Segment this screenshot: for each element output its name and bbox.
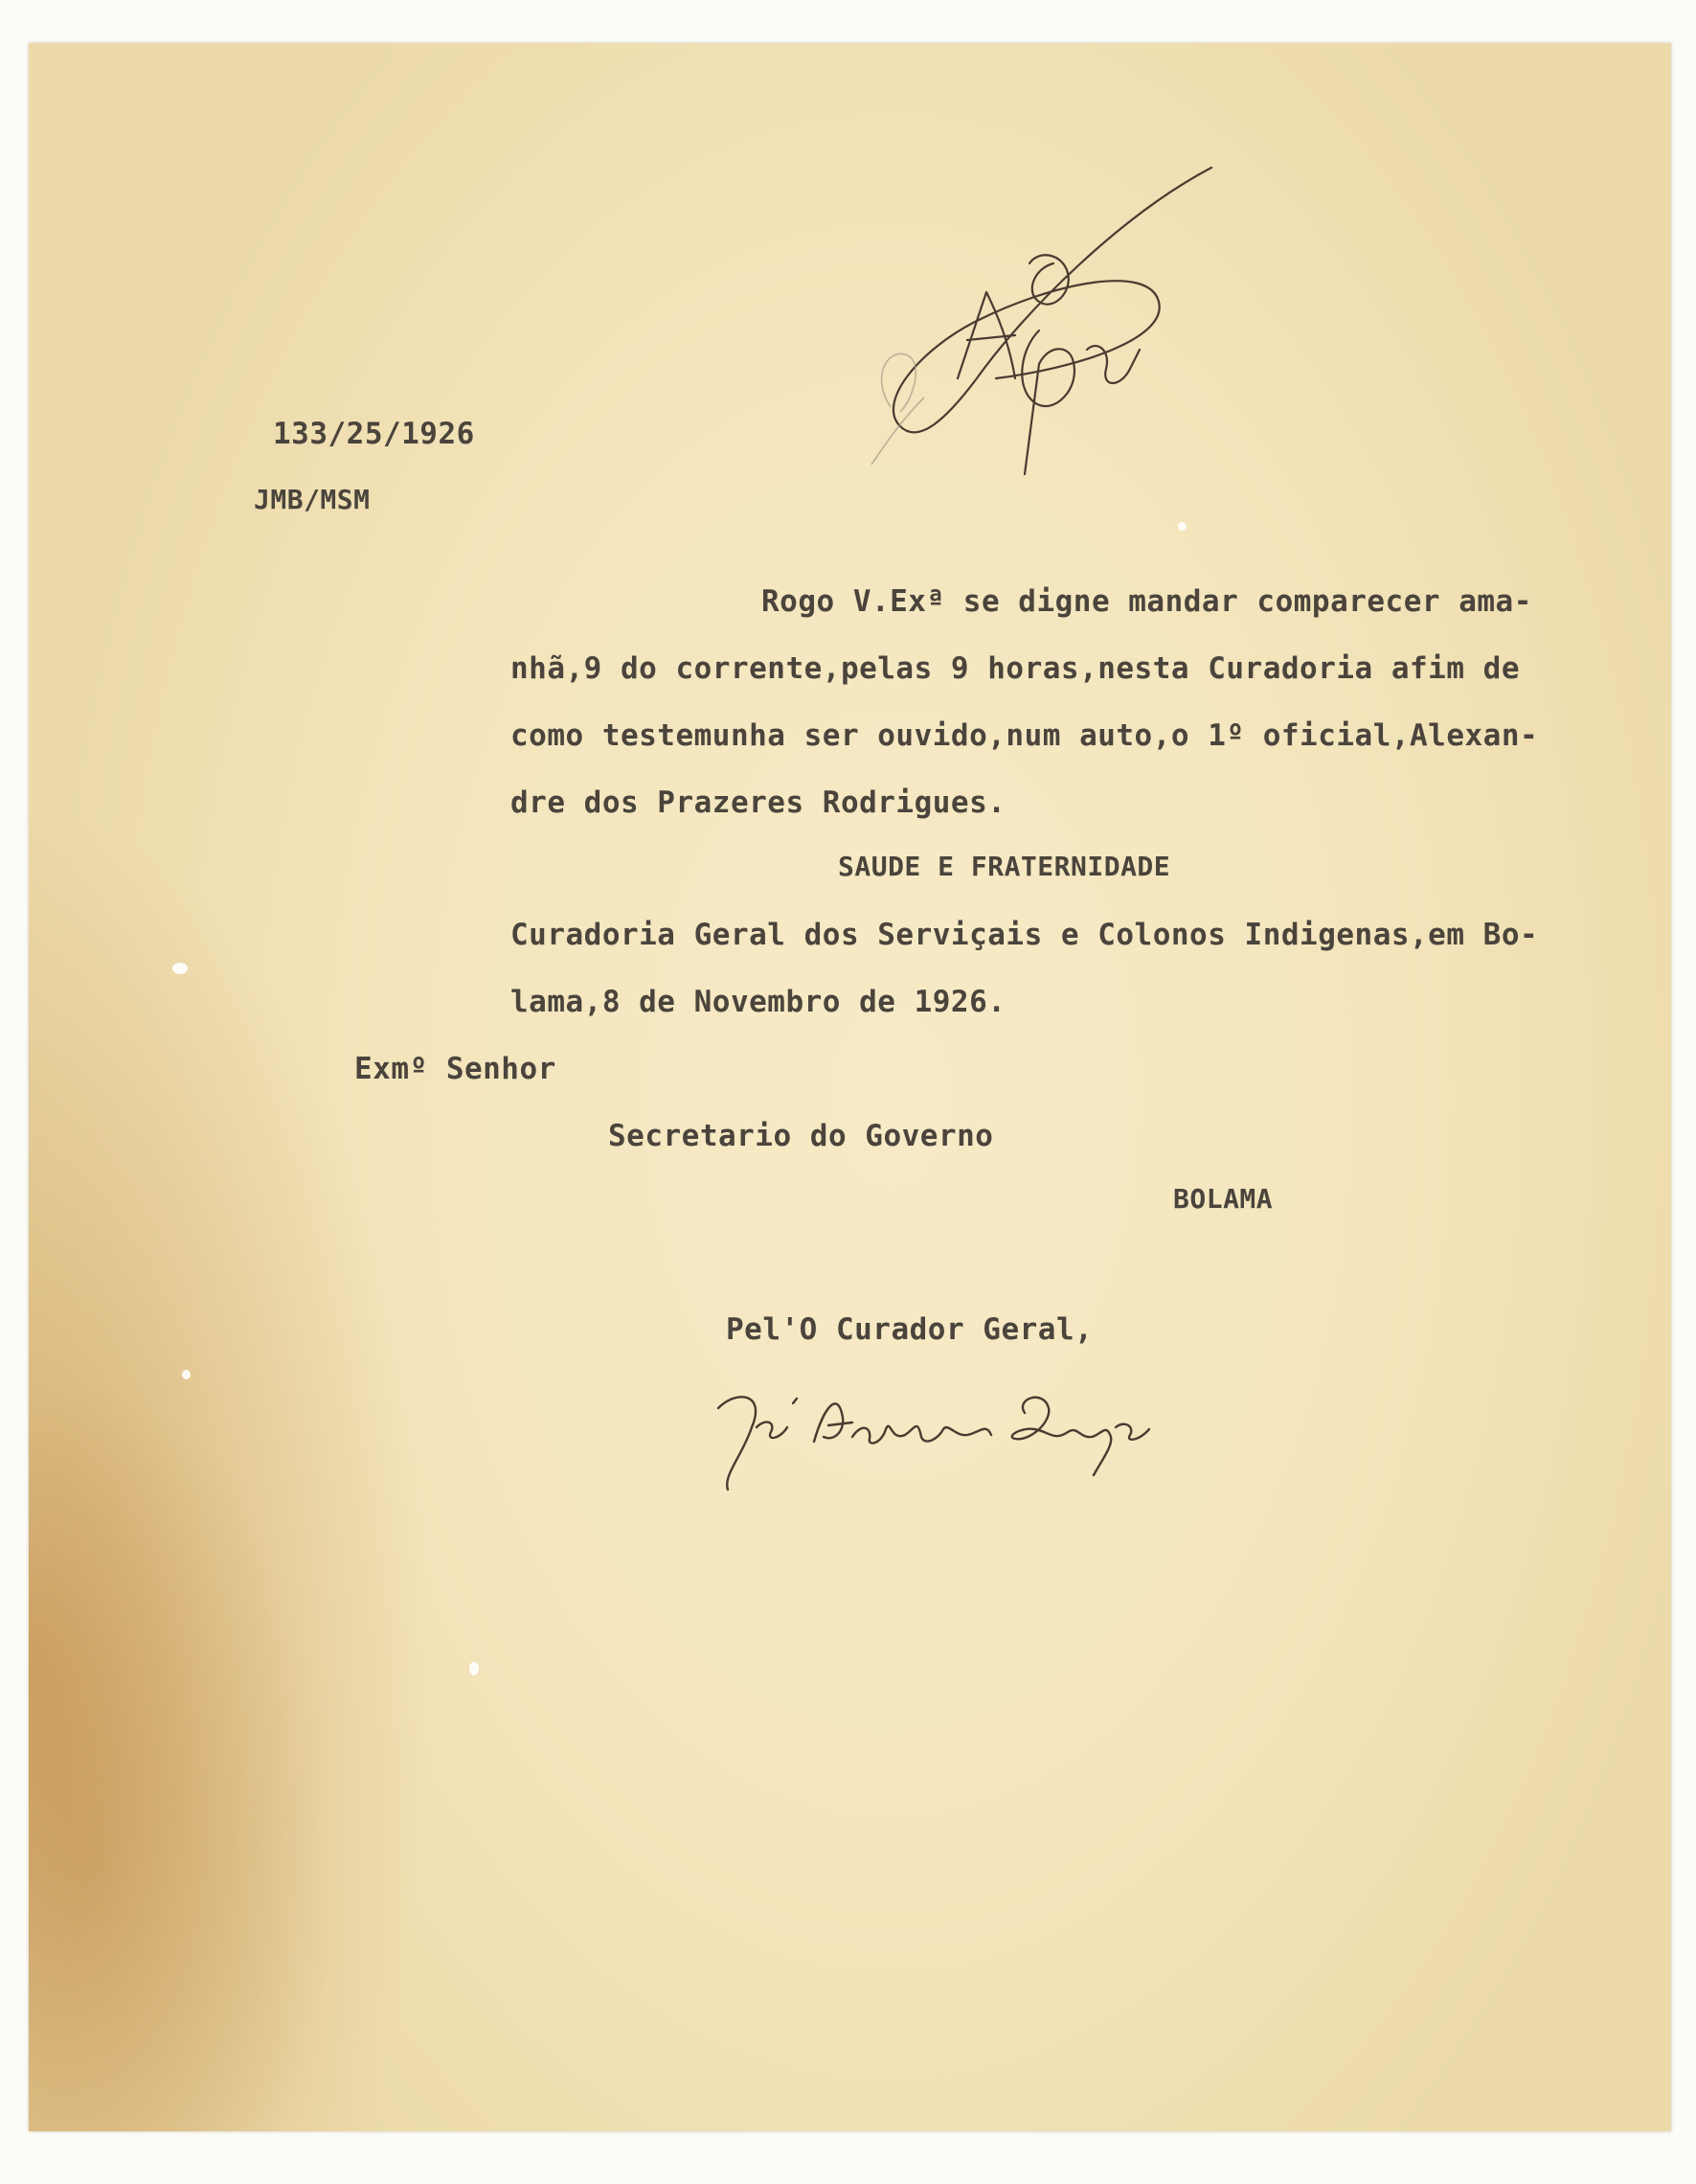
typist-initials: JMB/MSM [254, 484, 371, 515]
handwritten-signature [699, 1370, 1178, 1494]
wear-spot [182, 1370, 191, 1379]
addressee-office: Secretario do Governo [608, 1119, 994, 1153]
body-line-1: Rogo V.Exª se digne mandar comparecer ama- [761, 584, 1532, 619]
place-date-line-2: lama,8 de Novembro de 1926. [510, 985, 1006, 1019]
wear-spot [469, 1662, 479, 1675]
signature-block: Pel'O Curador Geral, [726, 1312, 1094, 1347]
body-line-2: nhã,9 do corrente,pelas 9 horas,nesta Curadoria afim de [510, 651, 1520, 686]
letter-sheet [29, 43, 1671, 2131]
addressee-location: BOLAMA [1173, 1183, 1274, 1215]
addressee-title: Exmº Senhor [354, 1052, 556, 1086]
body-line-4: dre dos Prazeres Rodrigues. [510, 785, 1006, 820]
reference-number: 133/25/1926 [273, 417, 475, 451]
marginal-annotation-scribble [833, 158, 1235, 503]
wear-spot [1178, 522, 1187, 531]
place-date-line-1: Curadoria Geral dos Serviçais e Colonos Indigenas,em Bo- [510, 918, 1539, 952]
closing-salutation: SAUDE E FRATERNIDADE [838, 851, 1171, 882]
wear-spot [172, 963, 188, 974]
body-line-3: como testemunha ser ouvido,num auto,o 1º oficial,Alexan- [510, 718, 1539, 753]
